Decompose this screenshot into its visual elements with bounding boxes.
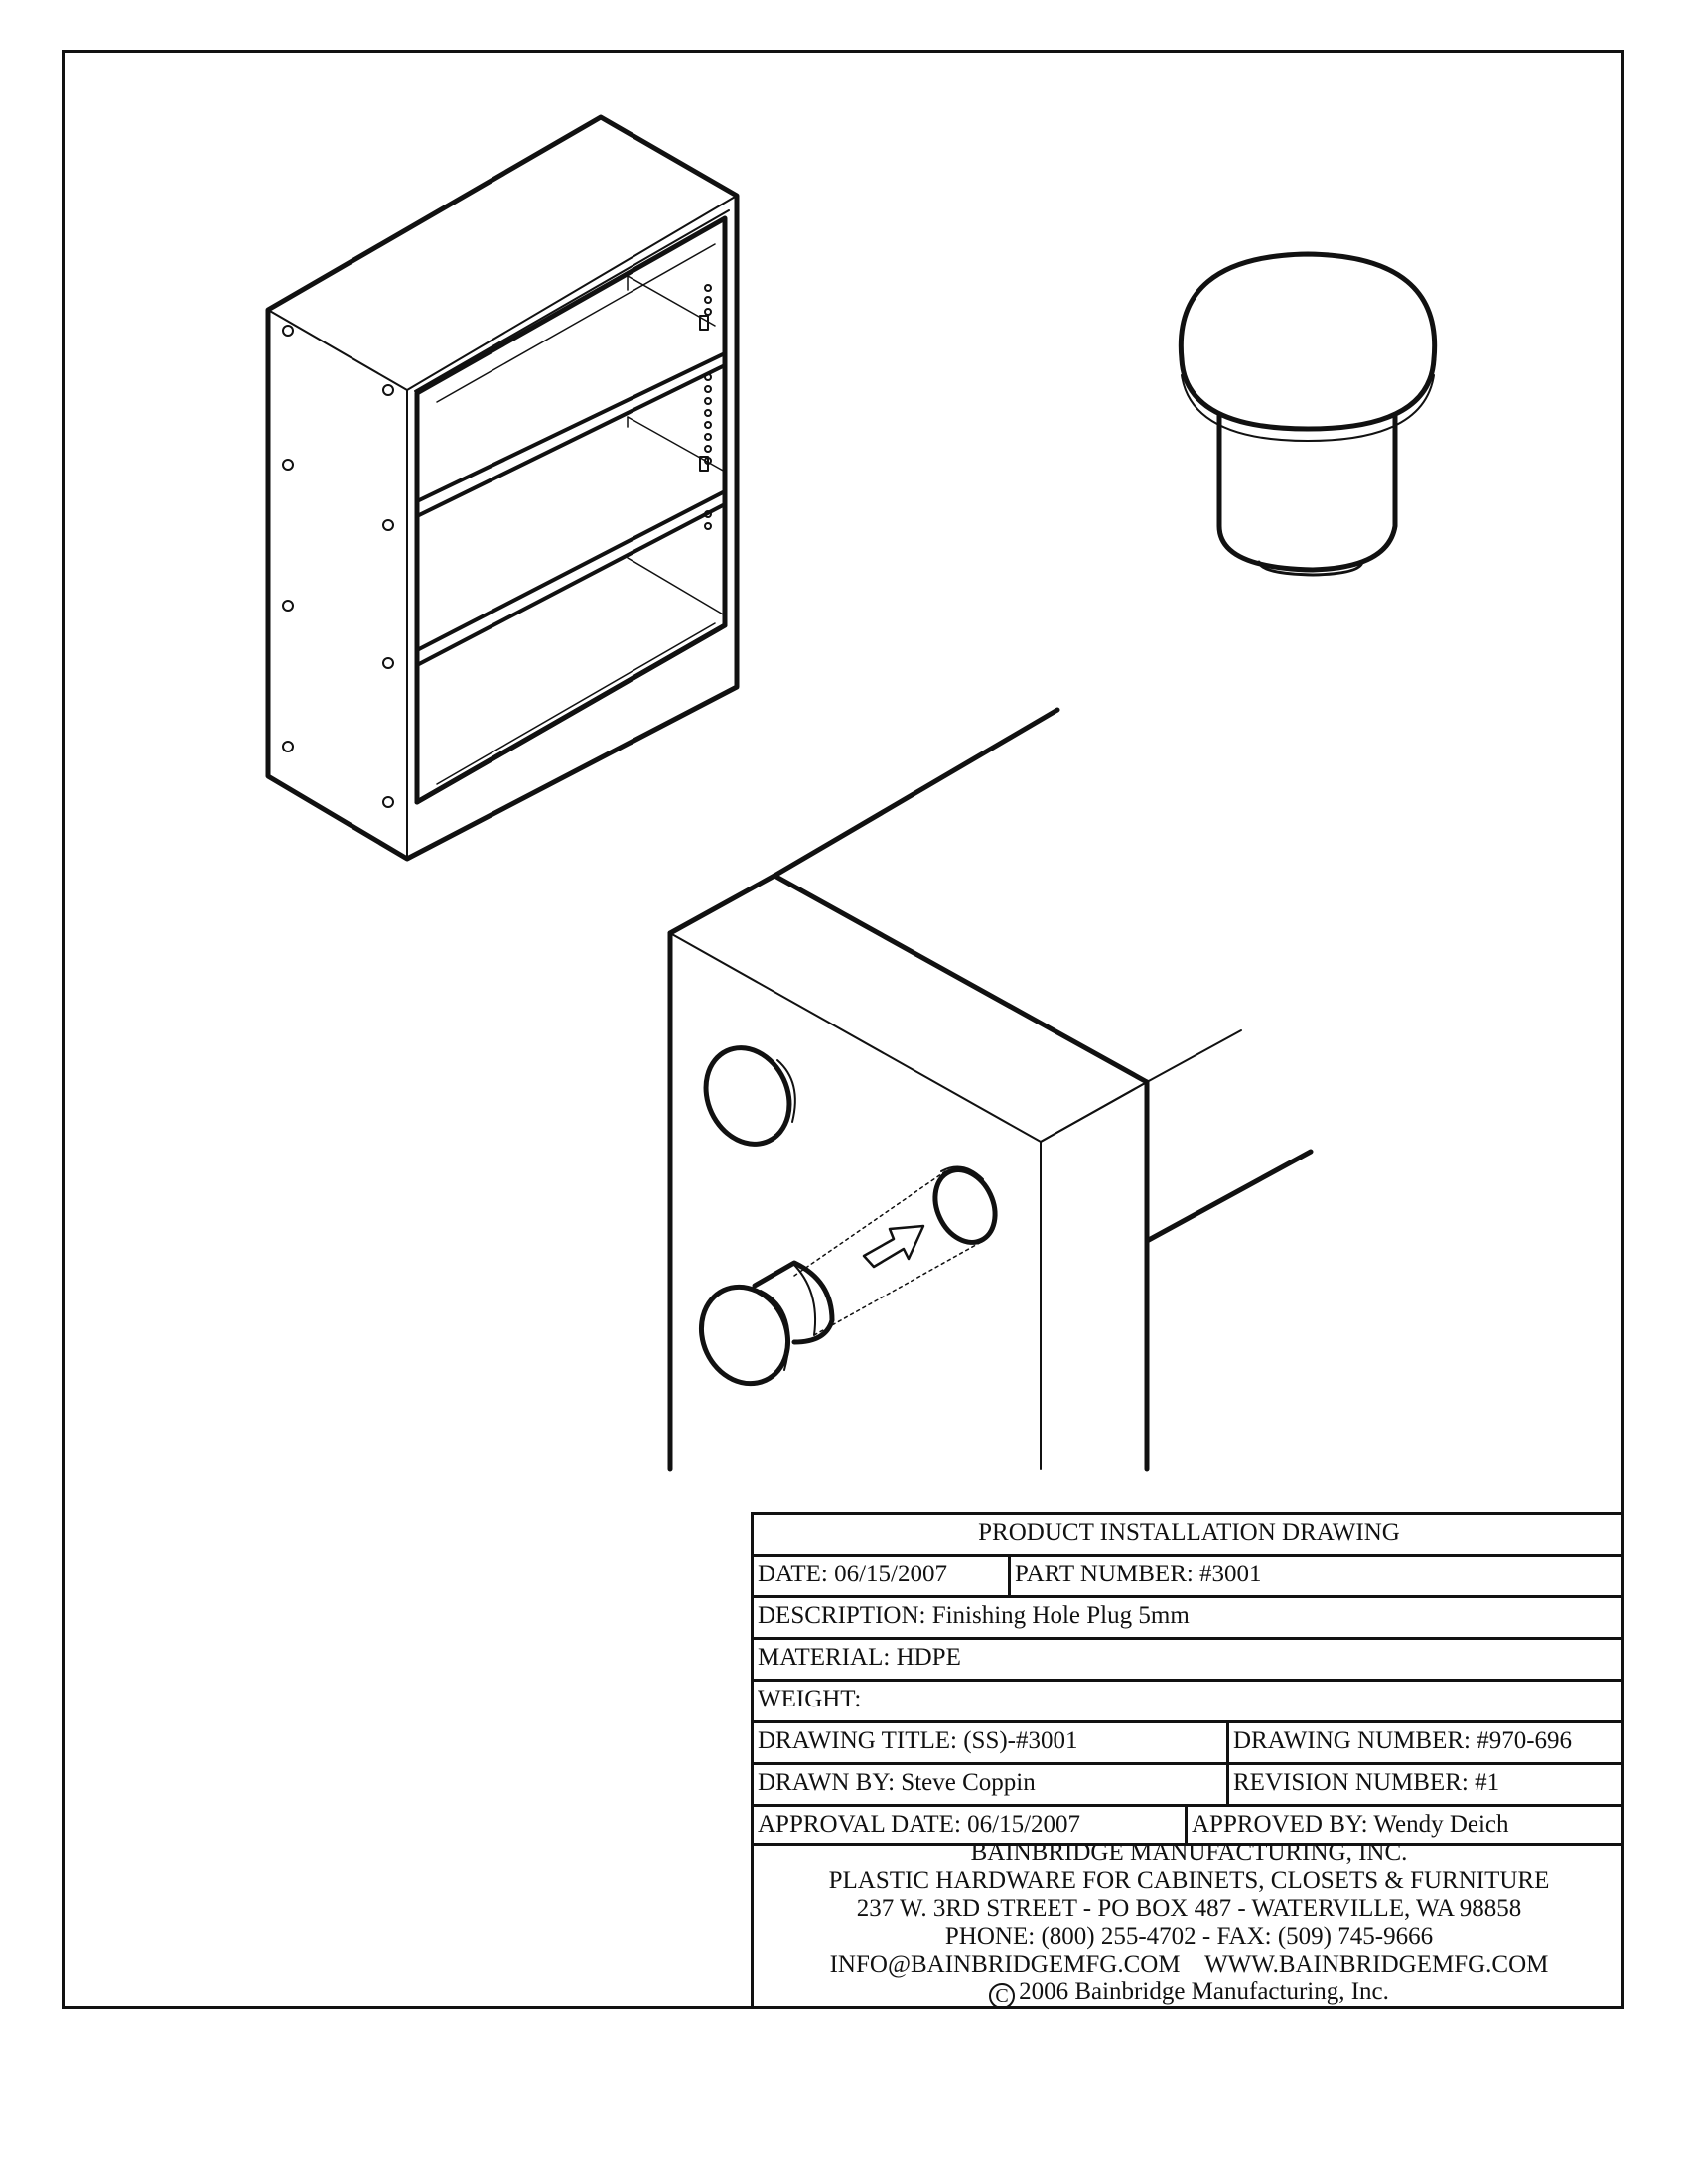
material-row [754,1640,1624,1682]
title-block [751,1512,1624,2009]
approved-by-field: APPROVED BY: Wendy Deich [1185,1807,1624,1843]
bookcase-illustration [268,117,737,864]
drawing-type-heading: PRODUCT INSTALLATION DRAWING [978,1519,1400,1546]
hole-plug-illustration [1181,254,1434,575]
company-phone-fax: PHONE: (800) 255-4702 - FAX: (509) 745-9666 [944,1923,1434,1950]
weight-field: WEIGHT: [758,1686,862,1712]
copyright-icon: C [989,1983,1015,2009]
date-part-row [754,1557,1624,1598]
drawing-number-field: DRAWING NUMBER: #970-696 [1226,1723,1624,1762]
title-block-heading-row [754,1515,1624,1557]
company-tagline: PLASTIC HARDWARE FOR CABINETS, CLOSETS & FURNITURE [828,1867,1550,1894]
company-info [754,1840,1624,2009]
drawing-title-field: DRAWING TITLE: (SS)-#3001 [758,1727,1078,1754]
installation-detail-illustration [670,710,1311,1469]
company-copyright-line [754,1979,1624,2009]
part-number-field: PART NUMBER: #3001 [1008,1557,1624,1595]
approval-date-field: APPROVAL DATE: 06/15/2007 [758,1811,1081,1838]
revision-number-field: REVISION NUMBER: #1 [1226,1765,1624,1804]
company-email-web: INFO@BAINBRIDGEMFG.COM WWW.BAINBRIDGEMFG.COM [829,1951,1549,1978]
description-row [754,1598,1624,1640]
drawn-by-row [754,1765,1624,1807]
drawing-title-row [754,1723,1624,1765]
company-name: BAINBRIDGE MANUFACTURING, INC. [970,1840,1408,1866]
copyright-text: 2006 Bainbridge Manufacturing, Inc. [1019,1979,1389,2005]
description-field: DESCRIPTION: Finishing Hole Plug 5mm [758,1602,1190,1629]
weight-row [754,1682,1624,1723]
company-address: 237 W. 3RD STREET - PO BOX 487 - WATERVILLE, WA 98858 [856,1895,1522,1922]
material-field: MATERIAL: HDPE [758,1644,961,1671]
drawn-by-field: DRAWN BY: Steve Coppin [758,1769,1036,1796]
date-field: DATE: 06/15/2007 [758,1561,947,1587]
